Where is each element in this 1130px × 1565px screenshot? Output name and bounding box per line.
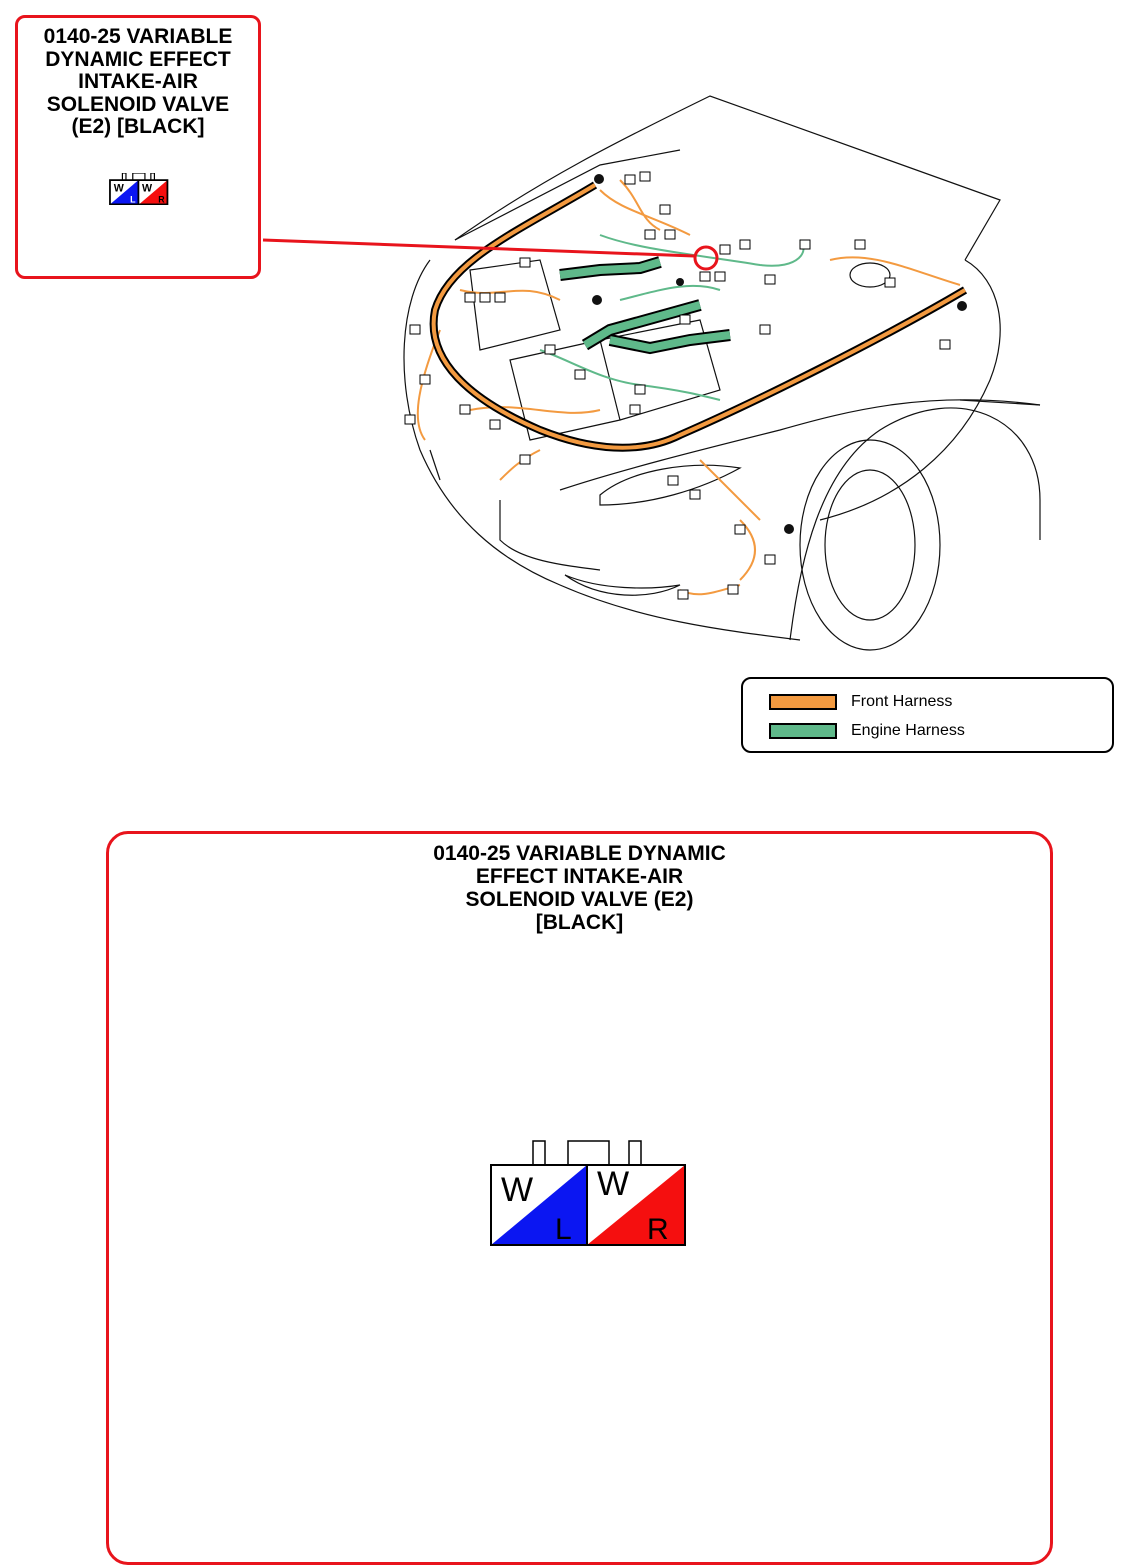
mini-pin-1-top: W — [113, 182, 124, 195]
front-harness-swatch — [769, 694, 837, 710]
legend-label-engine-harness: Engine Harness — [851, 722, 965, 739]
detail-title: 0140-25 VARIABLE DYNAMIC EFFECT INTAKE-AIR SOLENOID VALVE (E2) [BLACK] — [433, 842, 726, 934]
callout-title: 0140-25 VARIABLE DYNAMIC EFFECT INTAKE-AIR SOLENOID VALVE (E2) [BLACK] — [43, 25, 233, 138]
pin-2-bottom-wire-code: R — [647, 1213, 669, 1246]
mini-pin-2-bottom: R — [158, 194, 165, 205]
vehicle-body-outline — [404, 96, 1040, 650]
pin-2-top-wire-code: W — [597, 1165, 630, 1203]
mini-pin-1-bottom: L — [130, 194, 136, 205]
connector-face-diagram — [489, 1139, 689, 1247]
legend-item-engine-harness — [769, 720, 965, 742]
pin-1-bottom-wire-code: L — [555, 1213, 572, 1246]
mini-connector-icon — [109, 173, 169, 205]
grommets — [592, 174, 967, 534]
connector-blocks — [405, 172, 950, 599]
harness-legend — [741, 677, 1114, 753]
latch-left — [533, 1141, 545, 1165]
legend-item-front-harness — [769, 691, 952, 713]
latch-center — [568, 1141, 609, 1165]
engine-harness-swatch — [769, 723, 837, 739]
mini-pin-2-top: W — [141, 182, 153, 195]
connector-detail-box — [106, 831, 1053, 1565]
connector-callout-box — [15, 15, 261, 279]
pin-1-top-wire-code: W — [501, 1171, 534, 1209]
latch-right — [629, 1141, 641, 1165]
legend-label-front-harness: Front Harness — [851, 693, 953, 710]
